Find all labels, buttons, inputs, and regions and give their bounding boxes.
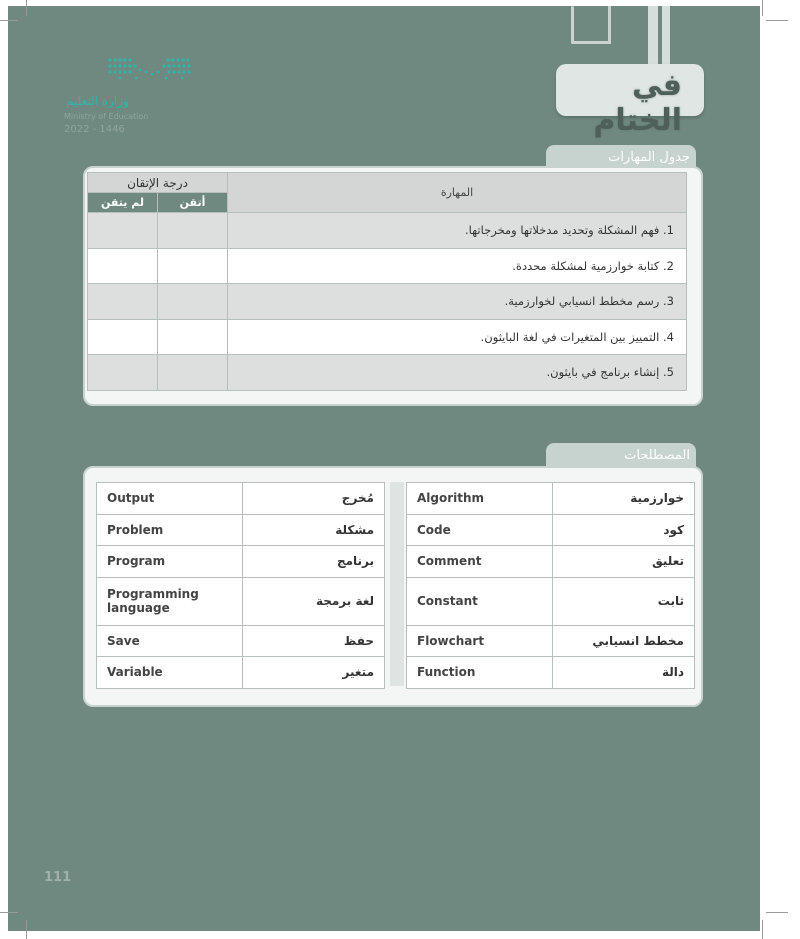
chapter-title: في الختام <box>593 68 682 138</box>
not-master-checkbox-cell[interactable] <box>88 284 158 320</box>
term-english: Programming language <box>97 577 243 625</box>
master-checkbox-cell[interactable] <box>158 284 228 320</box>
term-arabic: دالة <box>553 657 695 689</box>
term-row <box>407 657 695 689</box>
term-english: Flowchart <box>407 625 553 657</box>
logo-year-text: 2022 - 1446 <box>64 124 125 135</box>
term-english: Program <box>97 546 243 578</box>
term-arabic: ثابت <box>553 577 695 625</box>
skill-cell: 4. التمييز بين المتغيرات في لغة البايثون. <box>228 319 687 355</box>
term-row <box>97 514 385 546</box>
table-row <box>88 213 687 249</box>
table-row <box>88 248 687 284</box>
deco-line <box>662 6 670 64</box>
term-arabic: مُخرج <box>243 483 385 515</box>
logo-arabic-text: وزارة التعليم <box>66 94 129 108</box>
crop-mark <box>766 912 788 913</box>
deco-line <box>571 6 574 44</box>
term-english: Save <box>97 625 243 657</box>
skill-column-header: المهارة <box>228 173 687 213</box>
term-row <box>97 657 385 689</box>
deco-line <box>571 41 611 44</box>
not-master-checkbox-cell[interactable] <box>88 213 158 249</box>
term-arabic: خوارزمية <box>553 483 695 515</box>
term-row <box>407 483 695 515</box>
not-master-checkbox-cell[interactable] <box>88 355 158 391</box>
crop-mark <box>762 0 763 16</box>
crop-mark <box>0 20 18 21</box>
chapter-title-box <box>556 64 704 138</box>
term-row <box>97 546 385 578</box>
term-english: Comment <box>407 546 553 578</box>
term-english: Constant <box>407 577 553 625</box>
not-master-checkbox-cell[interactable] <box>88 319 158 355</box>
table-row <box>88 319 687 355</box>
crop-mark <box>766 20 788 21</box>
term-arabic: تعليق <box>553 546 695 578</box>
skill-cell: 3. رسم مخطط انسيابي لخوارزمية. <box>228 284 687 320</box>
degree-column-header: درجة الإتقان <box>88 173 228 193</box>
deco-line <box>648 6 658 64</box>
term-arabic: حفظ <box>243 625 385 657</box>
term-english: Output <box>97 483 243 515</box>
crop-mark <box>0 912 18 913</box>
term-english: Code <box>407 514 553 546</box>
crop-mark <box>26 0 27 16</box>
term-row <box>97 577 385 625</box>
term-row <box>407 546 695 578</box>
page-number: 111 <box>44 870 72 885</box>
ministry-logo <box>64 56 204 136</box>
master-column-header: أتقن <box>158 193 228 213</box>
master-checkbox-cell[interactable] <box>158 248 228 284</box>
term-english: Problem <box>97 514 243 546</box>
master-checkbox-cell[interactable] <box>158 355 228 391</box>
terms-divider <box>390 482 404 686</box>
terms-table-right <box>406 482 695 689</box>
skills-table <box>87 172 687 391</box>
term-arabic: مشكلة <box>243 514 385 546</box>
term-arabic: برنامج <box>243 546 385 578</box>
table-row <box>88 284 687 320</box>
skill-cell: 5. إنشاء برنامج في بايثون. <box>228 355 687 391</box>
not-master-checkbox-cell[interactable] <box>88 248 158 284</box>
crop-mark <box>26 920 27 939</box>
term-english: Function <box>407 657 553 689</box>
term-arabic: متغير <box>243 657 385 689</box>
term-english: Variable <box>97 657 243 689</box>
crop-mark <box>762 920 763 939</box>
term-arabic: كود <box>553 514 695 546</box>
terms-table-left <box>96 482 385 689</box>
skills-tab-label: جدول المهارات <box>608 150 690 165</box>
logo-english-text: Ministry of Education <box>64 112 149 121</box>
skill-cell: 1. فهم المشكلة وتحديد مدخلاتها ومخرجاتها. <box>228 213 687 249</box>
term-row <box>97 483 385 515</box>
master-checkbox-cell[interactable] <box>158 319 228 355</box>
table-row <box>88 355 687 391</box>
term-row <box>407 625 695 657</box>
not-master-column-header: لم يتقن <box>88 193 158 213</box>
term-row <box>407 577 695 625</box>
deco-line <box>608 6 611 44</box>
master-checkbox-cell[interactable] <box>158 213 228 249</box>
term-arabic: لغة برمجة <box>243 577 385 625</box>
term-row <box>407 514 695 546</box>
term-row <box>97 625 385 657</box>
term-arabic: مخطط انسيابي <box>553 625 695 657</box>
term-english: Algorithm <box>407 483 553 515</box>
logo-dots-icon <box>106 56 196 84</box>
skill-cell: 2. كتابة خوارزمية لمشكلة محددة. <box>228 248 687 284</box>
terms-tab-label: المصطلحات <box>624 448 690 463</box>
book-page <box>8 6 760 931</box>
